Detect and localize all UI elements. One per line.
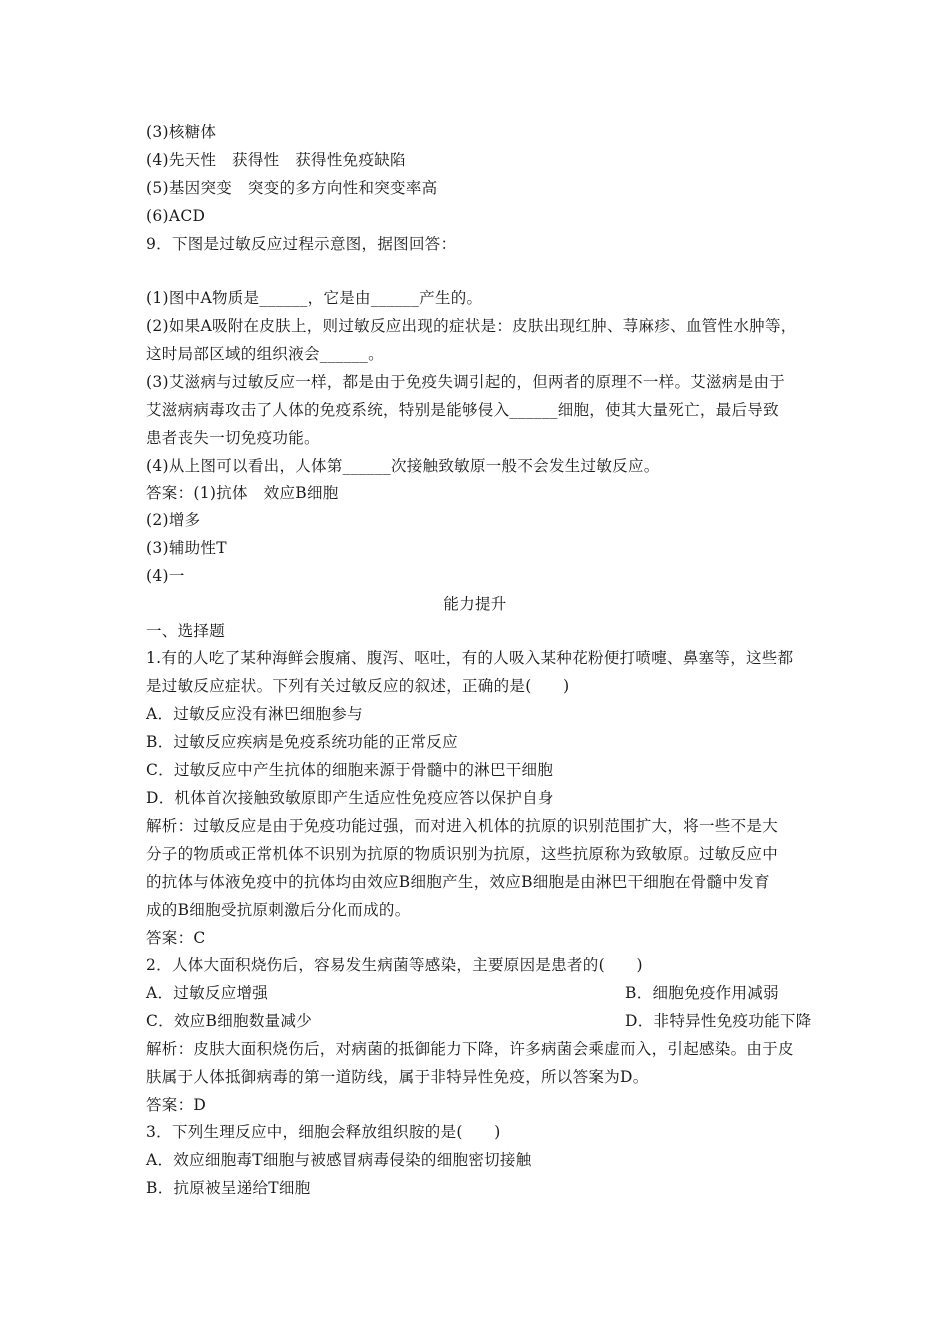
q1-option-b: B．过敏反应疾病是免疫系统功能的正常反应 bbox=[146, 733, 458, 751]
q9-part-1: (1)图中A物质是______，它是由______产生的。 bbox=[146, 289, 483, 307]
answer-line-4: (4)先天性 获得性 获得性免疫缺陷 bbox=[146, 151, 406, 169]
q9-part-3-cont: 艾滋病病毒攻击了人体的免疫系统，特别是能够侵入______细胞，使其大量死亡，最后导致 bbox=[146, 401, 779, 419]
q2-option-c: C．效应B细胞数量减少 bbox=[146, 1012, 313, 1030]
q2-stem: 2．人体大面积烧伤后，容易发生病菌等感染，主要原因是患者的( ) bbox=[146, 956, 643, 974]
q3-option-b: B．抗原被呈递给T细胞 bbox=[146, 1179, 311, 1197]
q1-option-c: C．过敏反应中产生抗体的细胞来源于骨髓中的淋巴干细胞 bbox=[146, 761, 554, 779]
q9-answer-1: 答案：(1)抗体 效应B细胞 bbox=[146, 484, 339, 502]
answer-line-3: (3)核糖体 bbox=[146, 123, 217, 141]
q2-option-d: D．非特异性免疫功能下降 bbox=[625, 1012, 812, 1030]
section-title: 能力提升 bbox=[443, 595, 507, 613]
q2-answer: 答案：D bbox=[146, 1096, 207, 1114]
q3-stem: 3．下列生理反应中，细胞会释放组织胺的是( ) bbox=[146, 1123, 501, 1141]
q1-option-d: D．机体首次接触致敏原即产生适应性免疫应答以保护自身 bbox=[146, 789, 554, 807]
q1-option-a: A．过敏反应没有淋巴细胞参与 bbox=[146, 705, 363, 723]
q1-analysis-cont-3: 成的B细胞受抗原刺激后分化而成的。 bbox=[146, 901, 411, 919]
q1-answer: 答案：C bbox=[146, 929, 206, 947]
q9-answer-3: (3)辅助性T bbox=[146, 539, 227, 557]
q3-option-a: A．效应细胞毒T细胞与被感冒病毒侵染的细胞密切接触 bbox=[146, 1151, 532, 1169]
q9-part-2-cont: 这时局部区域的组织液会______。 bbox=[146, 345, 384, 363]
q1-analysis-cont-1: 分子的物质或正常机体不识别为抗原的物质识别为抗原，这些抗原称为致敏原。过敏反应中 bbox=[146, 845, 779, 863]
q9-answer-2: (2)增多 bbox=[146, 511, 201, 529]
q9-part-3: (3)艾滋病与过敏反应一样，都是由于免疫失调引起的，但两者的原理不一样。艾滋病是由于 bbox=[146, 373, 786, 391]
q9-part-4: (4)从上图可以看出，人体第______次接触致敏原一般不会发生过敏反应。 bbox=[146, 457, 660, 475]
q2-options-row-1 bbox=[146, 983, 779, 1003]
question-9-stem: 9．下图是过敏反应过程示意图，据图回答： bbox=[146, 235, 457, 253]
q1-analysis-cont-2: 的抗体与体液免疫中的抗体均由效应B细胞产生，效应B细胞是由淋巴干细胞在骨髓中发育 bbox=[146, 873, 770, 891]
answer-line-5: (5)基因突变 突变的多方向性和突变率高 bbox=[146, 179, 438, 197]
q1-stem-cont: 是过敏反应症状。下列有关过敏反应的叙述，正确的是( ) bbox=[146, 677, 570, 695]
section-subtitle: 一、选择题 bbox=[146, 622, 226, 640]
q9-part-2: (2)如果A吸附在皮肤上，则过敏反应出现的症状是：皮肤出现红肿、荨麻疹、血管性水肿等， bbox=[146, 317, 797, 335]
q2-options-row-2 bbox=[146, 1011, 812, 1031]
q2-option-b: B．细胞免疫作用减弱 bbox=[625, 984, 779, 1002]
answer-line-6: (6)ACD bbox=[146, 207, 206, 225]
q2-analysis: 解析：皮肤大面积烧伤后，对病菌的抵御能力下降，许多病菌会乘虚而入，引起感染。由于皮 bbox=[146, 1040, 794, 1058]
q9-answer-4: (4)一 bbox=[146, 567, 185, 585]
q1-analysis: 解析：过敏反应是由于免疫功能过强，而对进入机体的抗原的识别范围扩大，将一些不是大 bbox=[146, 817, 779, 835]
q2-analysis-cont: 肤属于人体抵御病毒的第一道防线，属于非特异性免疫，所以答案为D。 bbox=[146, 1068, 649, 1086]
q2-option-a: A．过敏反应增强 bbox=[146, 984, 269, 1002]
q9-part-3-end: 患者丧失一切免疫功能。 bbox=[146, 429, 320, 447]
q1-stem: 1.有的人吃了某种海鲜会腹痛、腹泻、呕吐，有的人吸入某种花粉便打喷嚏、鼻塞等，这些都 bbox=[146, 649, 794, 667]
